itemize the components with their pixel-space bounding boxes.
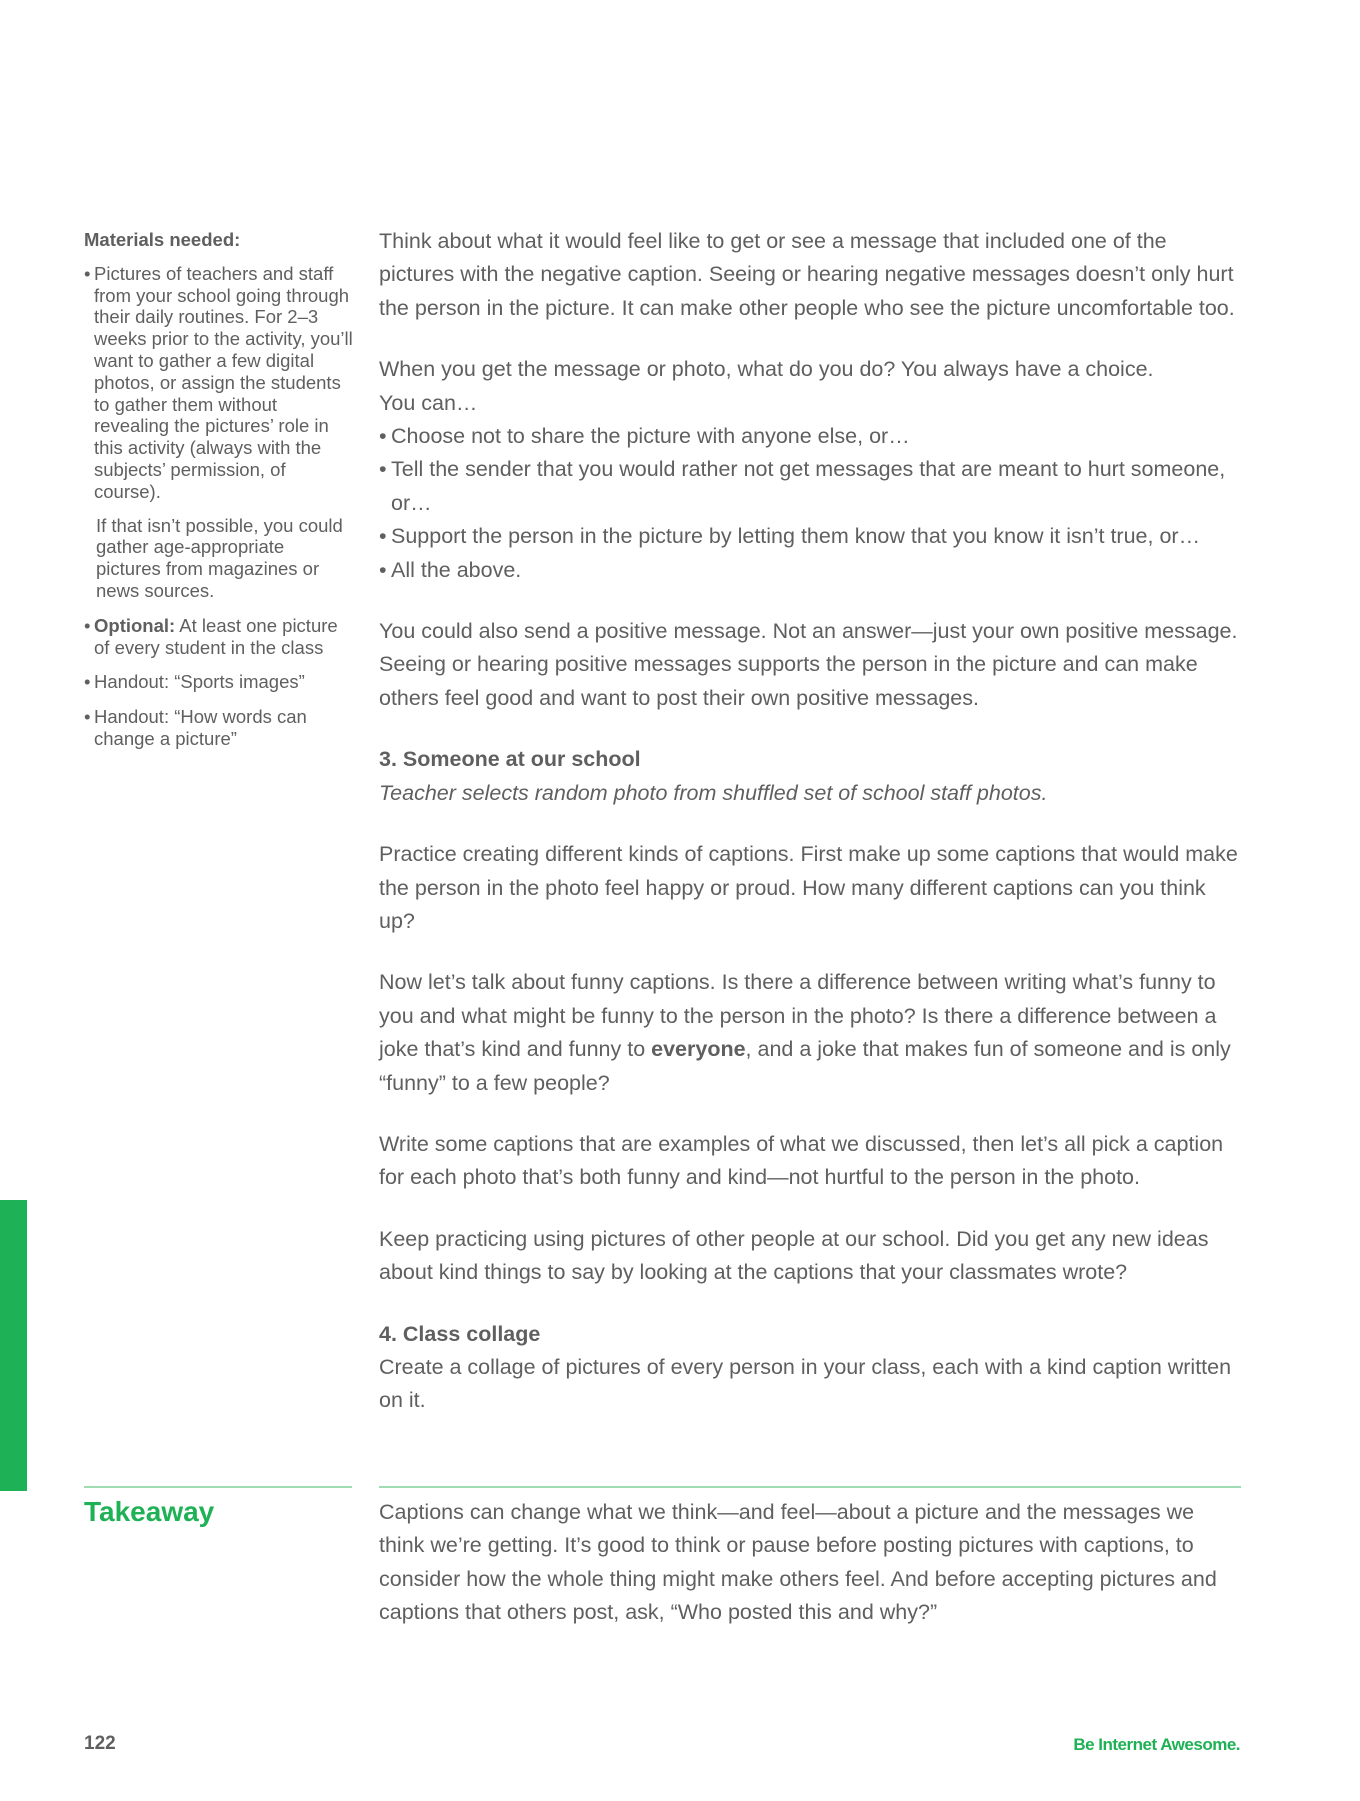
section-3-note: Teacher selects random photo from shuffled set of school staff photos.: [379, 780, 1048, 805]
materials-item: [84, 671, 354, 693]
materials-sidebar: [84, 229, 354, 763]
choices-intro: When you get the message or photo, what do you do? You always have a choice.: [379, 357, 1154, 382]
section-4: [379, 1318, 1241, 1418]
page-number: 122: [84, 1733, 116, 1754]
text-run: , and a joke that makes fun of someone and is only “funny” to a few people?: [379, 1037, 1231, 1095]
brand-logo-text: Be Internet Awesome.: [1073, 1735, 1240, 1754]
side-accent-bar: [0, 1200, 27, 1491]
optional-label: Optional:: [94, 614, 176, 636]
paragraph-keep-practicing: Keep practicing using pictures of other people at our school. Did you get any new ideas about kind things to say by looking at the captions that your classmates wrote?: [379, 1226, 1209, 1285]
choice-item: • Tell the sender that you would rather not get messages that are meant to hurt someone, or…: [379, 453, 1241, 520]
choice-item: • Support the person in the picture by letting them know that you know it isn’t true, or…: [379, 520, 1241, 553]
paragraph-positive-message: You could also send a positive message. Not an answer—just your own positive message. Seeing or hearing positive messages supports the person in the picture and can make others feel good and want to post their own positive messages.: [379, 619, 1238, 710]
choice-item: • All the above.: [379, 554, 1241, 587]
paragraph-practice-captions: Practice creating different kinds of captions. First make up some captions that would make the person in the photo feel happy or proud. How many different captions can you think up?: [379, 842, 1238, 933]
materials-item: [84, 706, 354, 750]
choice-item: • Choose not to share the picture with anyone else, or…: [379, 420, 1241, 453]
section-3-heading: 3. Someone at our school: [379, 747, 641, 772]
materials-item-text: Pictures of teachers and staff from your school going through their daily routines. For 2–3 weeks prior to the activity, you’ll want to gather a few digital photos, or assign the students to gather them without revealing the pictures’ role in this activity (always with the subjects’ permission, of course).: [94, 262, 353, 502]
main-content: [379, 225, 1241, 1418]
takeaway-text: Captions can change what we think—and feel—about a picture and the messages we think we’re getting. It’s good to think or pause before posting pictures with captions, to consider how the whole thing might make others feel. And before accepting pictures and captions that others post, ask, “Who posted this and why?”: [379, 1500, 1217, 1625]
section-4-text: Create a collage of pictures of every person in your class, each with a kind caption written on it.: [379, 1354, 1232, 1413]
choices-block: [379, 353, 1241, 587]
paragraph-funny-captions: [379, 966, 1241, 1100]
paragraph-write-captions: Write some captions that are examples of what we discussed, then let’s all pick a caption for each photo that’s both funny and kind—not hurtful to the person in the photo.: [379, 1131, 1224, 1190]
divider-right: [379, 1486, 1241, 1488]
materials-item-text: At least one picture of every student in the class: [94, 614, 338, 658]
materials-list: [84, 263, 354, 750]
section-4-heading: 4. Class collage: [379, 1321, 541, 1346]
text-run: Now let’s talk about funny captions. Is there a difference between writing what’s funny to you and what might be funny to the person in the photo? Is there a difference between a joke that’s kind and funny to: [379, 970, 1217, 1062]
divider-left: [84, 1486, 352, 1488]
takeaway-heading: Takeaway: [84, 1496, 215, 1527]
emphasis-everyone: everyone: [651, 1037, 746, 1062]
choices-intro-2: You can…: [379, 390, 478, 415]
paragraph-negative-caption: Think about what it would feel like to get or see a message that included one of the pictures with the negative caption. Seeing or hearing negative messages doesn’t only hurt the person in the picture. It can make other people who see the picture uncomfortable too.: [379, 229, 1235, 320]
materials-item-text: Handout: “Sports images”: [94, 671, 305, 693]
materials-item-text: Handout: “How words can change a picture”: [94, 706, 307, 749]
materials-heading: Materials needed:: [84, 229, 241, 250]
materials-item: [84, 615, 354, 659]
materials-item: [84, 263, 354, 602]
materials-item-note: If that isn’t possible, you could gather age-appropriate pictures from magazines or news sources.: [96, 514, 343, 601]
section-3: [379, 743, 1241, 810]
